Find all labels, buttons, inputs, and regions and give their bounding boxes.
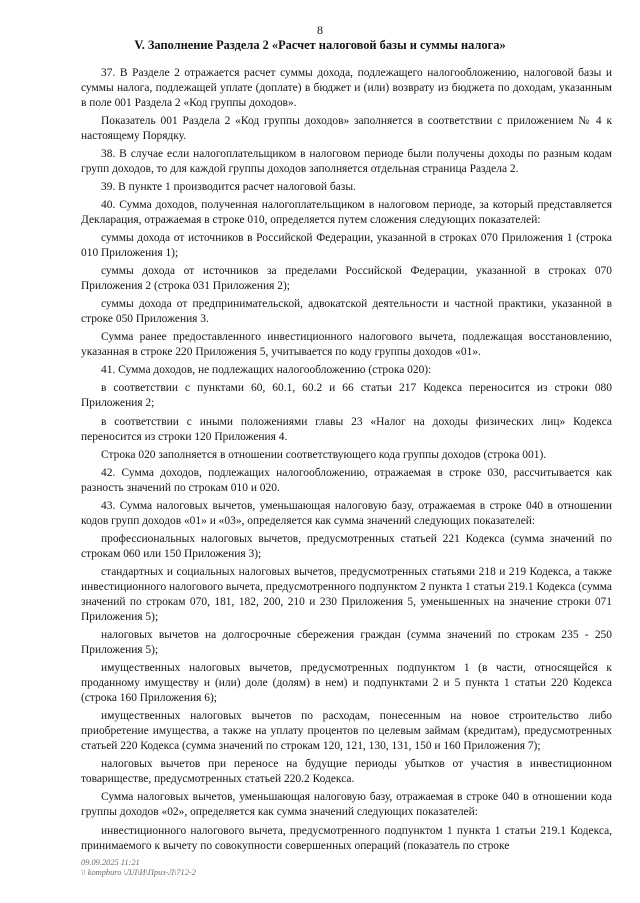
page-number: 8 <box>317 23 323 37</box>
paragraph: Сумма налоговых вычетов, уменьшающая налоговую базу, отражаемая в строке 040 в отношении кода группы доходов «02», определяется как сумма значений следующих показателей: <box>81 791 612 819</box>
file-path: \\ kompburo \ЛЛ\И\Приз-Л\712-2 <box>81 868 196 877</box>
paragraph: налоговых вычетов при переносе на будущие периоды убытков от участия в инвестиционном товариществе, предусмотренных статьей 220.2 Кодекса. <box>81 758 612 786</box>
paragraph: Сумма ранее предоставленного инвестиционного налогового вычета, подлежащая восстановлению, указанная в строке 220 Приложения 5, учитывается по коду группы доходов «01». <box>81 331 612 359</box>
paragraph: 41. Сумма доходов, не подлежащих налогообложению (строка 020): <box>101 364 432 377</box>
paragraph: 38. В случае если налогоплательщиком в налоговом периоде были получены доходы по разным кодам групп доходов, то для каждой группы доходов заполняется отдельная страница Раздела 2. <box>81 147 612 175</box>
section-title: V. Заполнение Раздела 2 «Расчет налоговой базы и суммы налога» <box>134 38 506 52</box>
paragraph: имущественных налоговых вычетов по расходам, понесенным на новое строительство либо приобретение имущества, а также на уплату процентов по целевым займам (кредитам), предусмотренных статьей 220 Кодекса (сумма значений по строкам 120, 121, 130, 131, 150 и 160 Приложения 7); <box>81 710 612 753</box>
paragraph: имущественных налоговых вычетов, предусмотренных подпунктом 1 (в части, относящейся к проданному имуществу и (или) доле (долям) в нем) и подпунктами 2 и 5 пункта 1 статьи 220 Кодекса (строка 160 Приложения 6); <box>81 662 612 705</box>
paragraph: налоговых вычетов на долгосрочные сбережения граждан (сумма значений по строкам 235 - 250 Приложения 5); <box>81 629 612 657</box>
paragraph: стандартных и социальных налоговых вычетов, предусмотренных статьями 218 и 219 Кодекса, а также инвестиционного налогового вычета, предусмотренного подпунктом 2 пункта 1 статьи 219.1 Кодекса (сумма значений по строкам 070, 181, 182, 200, 210 и 230 Приложения 5, уменьшенных на значение строки 071 Приложения 5); <box>81 566 612 623</box>
paragraph: 39. В пункте 1 производится расчет налоговой базы. <box>101 180 356 193</box>
paragraph: 43. Сумма налоговых вычетов, уменьшающая налоговую базу, отражаемая в строке 040 в отношении кодов групп доходов «01» и «03», определяется как сумма значений следующих показателей: <box>81 499 612 527</box>
paragraph: в соответствии с иными положениями главы 23 «Налог на доходы физических лиц» Кодекса переносится из строки 120 Приложения 4. <box>81 415 612 443</box>
paragraph: 37. В Разделе 2 отражается расчет суммы дохода, подлежащего налогообложению, налоговой базы и суммы налога, подлежащей уплате (доплате) в бюджет и (или) возврату из бюджета по доходам, указанным в поле 001 Раздела 2 «Код группы доходов». <box>81 66 612 109</box>
paragraph: профессиональных налоговых вычетов, предусмотренных статьей 221 Кодекса (сумма значений по строкам 060 или 150 Приложения 3); <box>81 532 612 560</box>
paragraph: 42. Сумма доходов, подлежащих налогообложению, отражаемая в строке 030, рассчитывается как разность значений по строкам 010 и 020. <box>81 466 612 494</box>
paragraph: суммы дохода от источников в Российской Федерации, указанной в строках 070 Приложения 1 (строка 010 Приложения 1); <box>81 231 612 259</box>
paragraph: 40. Сумма доходов, полученная налогоплательщиком в налоговом периоде, за который представляется Декларация, отражаемая в строке 010, определяется путем сложения следующих показателей: <box>81 198 612 226</box>
print-timestamp: 09.09.2025 11:21 <box>81 858 140 867</box>
paragraph: суммы дохода от источников за пределами Российской Федерации, указанной в строках 070 Приложения 2 (строка 031 Приложения 2); <box>81 265 612 293</box>
paragraph: инвестиционного налогового вычета, предусмотренного подпунктом 1 пункта 1 статьи 219.1 Кодекса, принимаемого к вычету по совокупности совершенных операций (показатель по строке <box>81 824 612 852</box>
paragraph: Строка 020 заполняется в отношении соответствующего кода группы доходов (строка 001). <box>101 448 547 461</box>
document-body <box>81 66 612 857</box>
paragraph: в соответствии с пунктами 60, 60.1, 60.2 и 66 статьи 217 Кодекса переносится из строки 080 Приложения 2; <box>81 382 612 410</box>
print-footer <box>81 858 196 878</box>
paragraph: суммы дохода от предпринимательской, адвокатской деятельности и частной практики, указанной в строке 050 Приложения 3. <box>81 298 612 326</box>
paragraph: Показатель 001 Раздела 2 «Код группы доходов» заполняется в соответствии с приложением № 4 к настоящему Порядку. <box>81 114 612 142</box>
